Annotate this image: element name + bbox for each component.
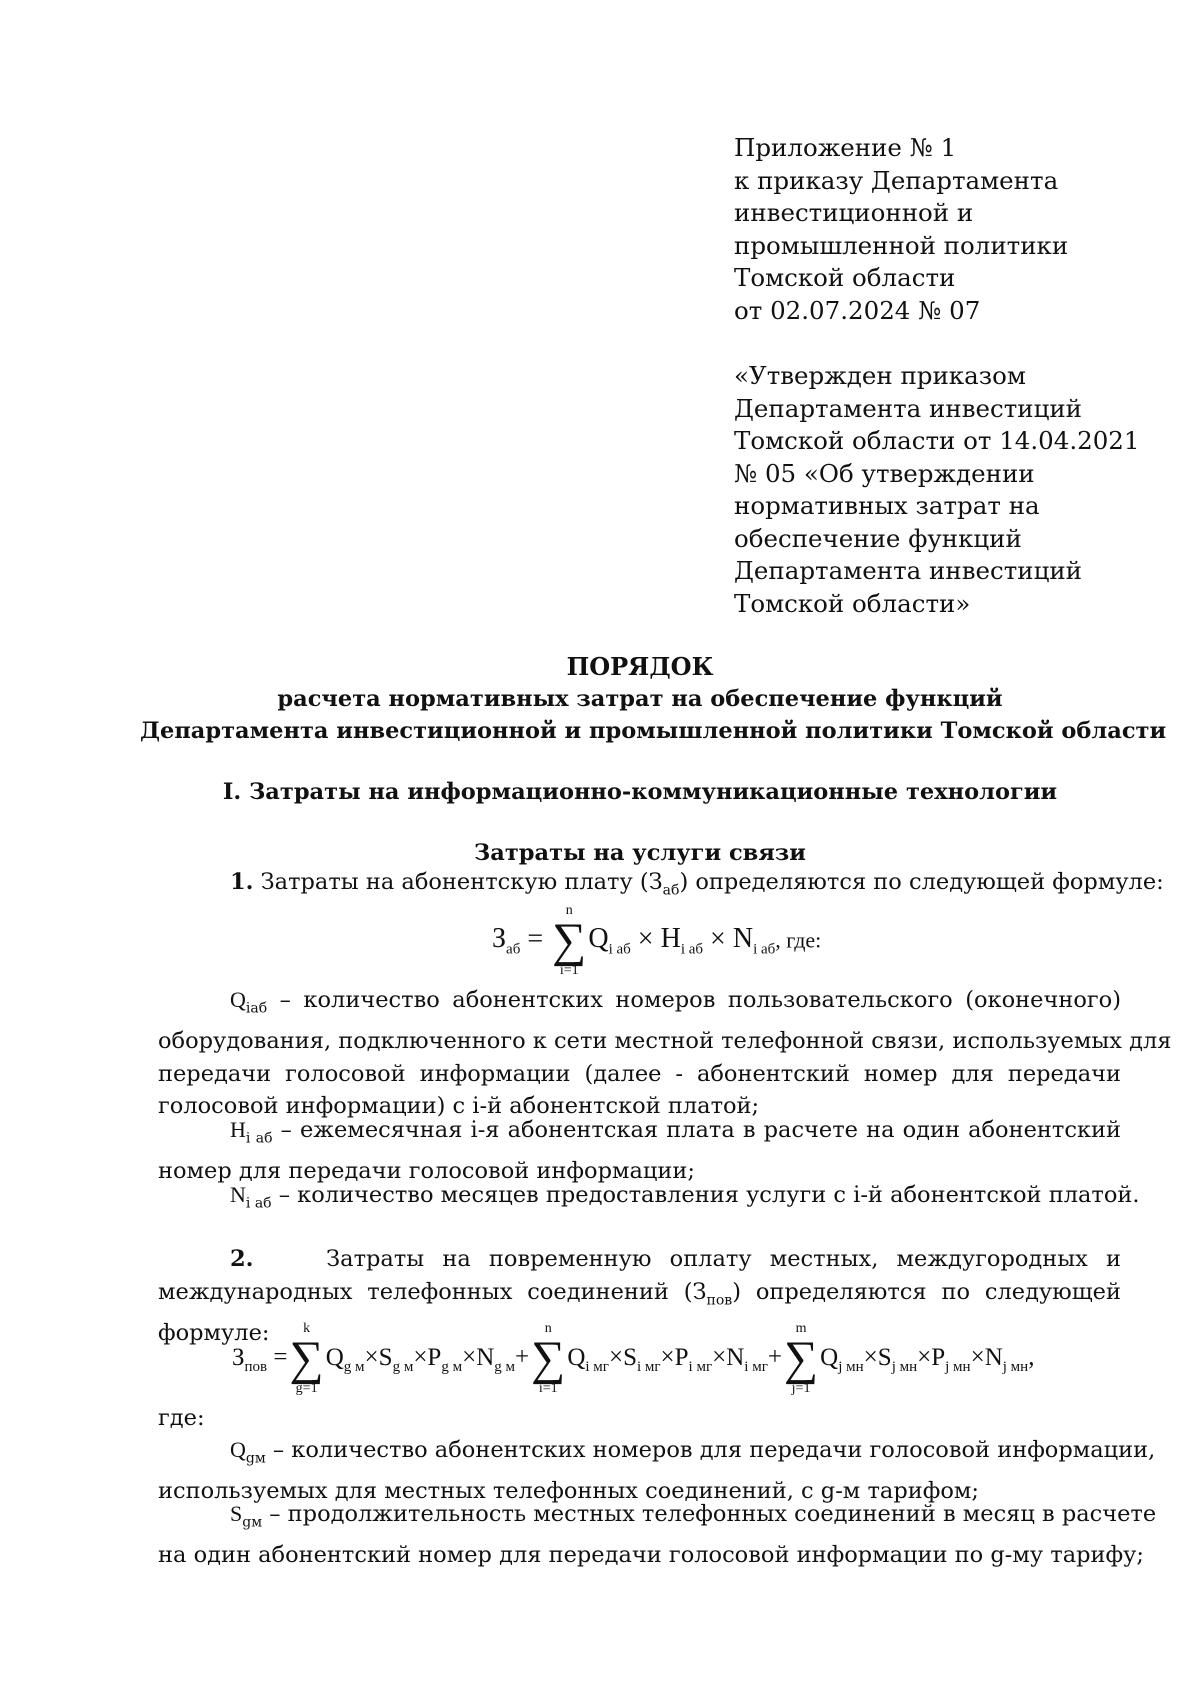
approved-line: «Утвержден приказом xyxy=(734,361,1026,390)
formula-1: $З_{аб}$ = n ∑ i=1 $Q_{i аб} \times H_{i аб} \times N_{i аб}$, где: xyxy=(492,903,822,978)
definition-s-gm: $S_{gм}$ – продолжительность местных телефонных соединений в месяц в расчете на один абонентский номер для передачи голосовой информации по g-му тарифу; xyxy=(158,1501,1157,1568)
sum-symbol: n ∑ i=1 xyxy=(531,1321,566,1396)
appendix-line: Приложение № 1 xyxy=(734,133,957,162)
document-subtitle-2: Департамента инвестиционной и промышленной политики Томской области xyxy=(140,718,1167,744)
definition-q-iab: $Q_{iаб}$ – количество абонентских номеров пользовательского (оконечного) оборудования, подключенного к сети местной телефонной связи, используемых для передачи голосовой информации (далее - абонентский номер для передачи голосовой информации) с i-й абонентской платой; xyxy=(158,987,1172,1119)
section-heading: I. Затраты на информационно-коммуникационные технологии xyxy=(222,779,1058,805)
appendix-line: промышленной политики xyxy=(734,230,1069,260)
appendix-line: к приказу Департамента xyxy=(734,165,1059,195)
approved-line: Департамента инвестиций xyxy=(734,393,1083,423)
definition-h-iab: $H_{i аб}$ – ежемесячная i-я абонентская плата в расчете на один абонентский номер для передачи голосовой информации; xyxy=(158,1117,1121,1184)
item-1-intro: 1. Затраты на абонентскую плату $(З_{аб})$ определяются по следующей формуле: xyxy=(230,869,1164,899)
approved-line: № 05 «Об утверждении xyxy=(734,458,1035,488)
sum-symbol: k ∑ g=1 xyxy=(289,1321,324,1396)
sum-symbol: m ∑ j=1 xyxy=(783,1321,819,1396)
definition-n-iab: $N_{i аб}$ – количество месяцев предоставления услуги с i-й абонентской платой. xyxy=(230,1182,1140,1212)
symbol: $N_{i аб}$ xyxy=(230,1182,272,1212)
appendix-line: Томской области xyxy=(734,263,956,292)
formula-2: $З_{пов}$ = k ∑ g=1 $Q_{g м}\times S_{g м}\times P_{g м}\times N_{g м}+$ n ∑ i=1 $Q_{i мг}\times S_{i мг}\times P_{i мг}\times N_{i мг}+$ m ∑ j=1 $Q_{j мн}\times S_{j мн}\times P_{j мн}\times N_{j мн}$, xyxy=(232,1321,1035,1396)
approved-line: нормативных затрат на xyxy=(734,491,1040,520)
document-subtitle-1: расчета нормативных затрат на обеспечение функций xyxy=(277,686,1003,712)
item-number: 1. xyxy=(230,869,254,895)
symbol: $S_{gм}$ xyxy=(230,1501,263,1531)
approved-line: Томской области от 14.04.2021 xyxy=(734,426,1140,455)
appendix-block xyxy=(734,132,1154,327)
symbol: $H_{i аб}$ xyxy=(230,1117,273,1147)
approved-line: Департамента инвестиций xyxy=(734,556,1083,585)
approved-block xyxy=(734,360,1154,620)
symbol: $Q_{gм}$ xyxy=(230,1437,266,1467)
item-2-intro: 2. Затраты на повременную оплату местных, междугородных и международных телефонных соединений $(З_{пов})$ определяются по следующей формуле: xyxy=(158,1246,1122,1346)
sum-symbol: n ∑ i=1 xyxy=(552,903,587,978)
appendix-line: инвестиционной и xyxy=(734,198,974,227)
definition-q-gm: $Q_{gм}$ – количество абонентских номеров для передачи голосовой информации, используемых для местных телефонных соединений, с g-м тарифом; xyxy=(158,1437,1156,1504)
where-label: где: xyxy=(158,1405,205,1431)
symbol: $Q_{iаб}$ xyxy=(230,987,268,1017)
item-number: 2. xyxy=(230,1246,254,1272)
document-title: ПОРЯДОК xyxy=(566,652,714,681)
section-subheading: Затраты на услуги связи xyxy=(474,840,806,866)
approved-line: обеспечение функций xyxy=(734,523,1022,553)
approved-line: Томской области» xyxy=(734,588,971,618)
appendix-line: от 02.07.2024 № 07 xyxy=(734,295,981,325)
